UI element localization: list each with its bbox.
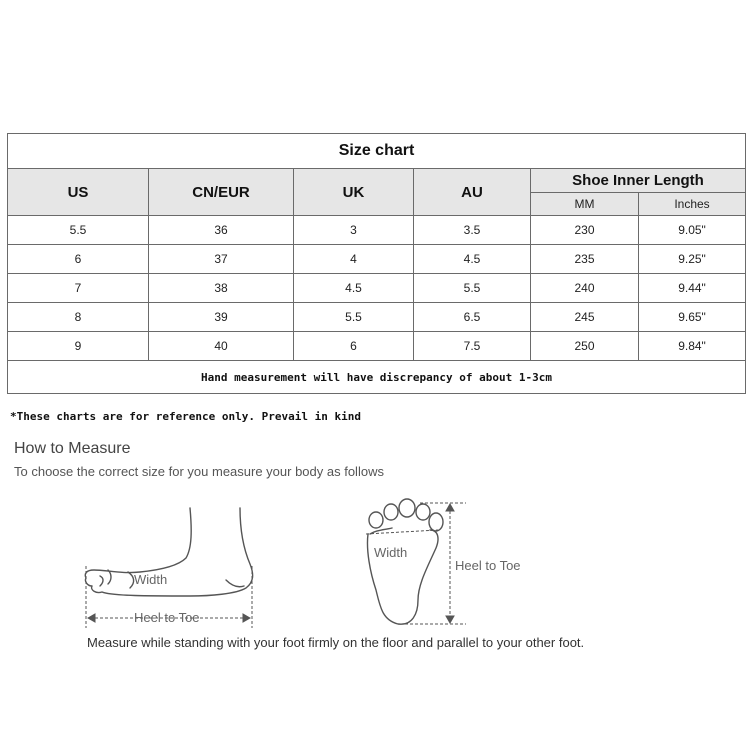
- cell-uk: 6: [294, 332, 414, 361]
- side-width-label: Width: [134, 572, 168, 587]
- cell-uk: 3: [294, 216, 414, 245]
- table-row: [8, 332, 746, 361]
- header-au: AU: [414, 169, 531, 216]
- side-foot-illustration: [85, 508, 252, 596]
- table-row: [8, 274, 746, 303]
- cell-au: 5.5: [414, 274, 531, 303]
- sole-foot-illustration: [367, 499, 443, 624]
- cell-us: 7: [8, 274, 149, 303]
- cell-inches: 9.84": [639, 332, 746, 361]
- measure-diagram: [0, 490, 750, 630]
- header-us: US: [8, 169, 149, 216]
- cell-mm: 250: [531, 332, 639, 361]
- cell-cn-eur: 36: [149, 216, 294, 245]
- how-to-measure-title: How to Measure: [14, 440, 131, 457]
- how-to-measure-subtitle: To choose the correct size for you measure your body as follows: [14, 464, 384, 479]
- cell-mm: 235: [531, 245, 639, 274]
- cell-us: 5.5: [8, 216, 149, 245]
- cell-uk: 5.5: [294, 303, 414, 332]
- sole-length-label: Heel to Toe: [455, 558, 521, 573]
- header-cn-eur: CN/EUR: [149, 169, 294, 216]
- table-row: [8, 303, 746, 332]
- measure-instruction: Measure while standing with your foot firmly on the floor and parallel to your other foot.: [87, 635, 585, 650]
- cell-inches: 9.65": [639, 303, 746, 332]
- size-chart-table: [7, 133, 746, 394]
- cell-mm: 230: [531, 216, 639, 245]
- sole-width-label: Width: [374, 545, 408, 560]
- side-length-label: Heel to Toe: [134, 610, 200, 625]
- size-chart-title: Size chart: [8, 134, 746, 169]
- cell-mm: 245: [531, 303, 639, 332]
- cell-au: 6.5: [414, 303, 531, 332]
- header-mm: MM: [531, 193, 639, 216]
- cell-au: 3.5: [414, 216, 531, 245]
- header-shoe-inner-length: Shoe Inner Length: [531, 169, 746, 193]
- cell-us: 9: [8, 332, 149, 361]
- cell-cn-eur: 38: [149, 274, 294, 303]
- cell-cn-eur: 39: [149, 303, 294, 332]
- cell-uk: 4.5: [294, 274, 414, 303]
- table-row: [8, 216, 746, 245]
- cell-cn-eur: 40: [149, 332, 294, 361]
- header-inches: Inches: [639, 193, 746, 216]
- cell-us: 6: [8, 245, 149, 274]
- measurement-discrepancy-note: Hand measurement will have discrepancy of about 1-3cm: [8, 361, 746, 394]
- cell-us: 8: [8, 303, 149, 332]
- header-uk: UK: [294, 169, 414, 216]
- table-row: [8, 245, 746, 274]
- cell-mm: 240: [531, 274, 639, 303]
- cell-cn-eur: 37: [149, 245, 294, 274]
- cell-au: 4.5: [414, 245, 531, 274]
- cell-inches: 9.05": [639, 216, 746, 245]
- cell-au: 7.5: [414, 332, 531, 361]
- cell-inches: 9.44": [639, 274, 746, 303]
- reference-note: *These charts are for reference only. Prevail in kind: [10, 410, 361, 423]
- cell-inches: 9.25": [639, 245, 746, 274]
- cell-uk: 4: [294, 245, 414, 274]
